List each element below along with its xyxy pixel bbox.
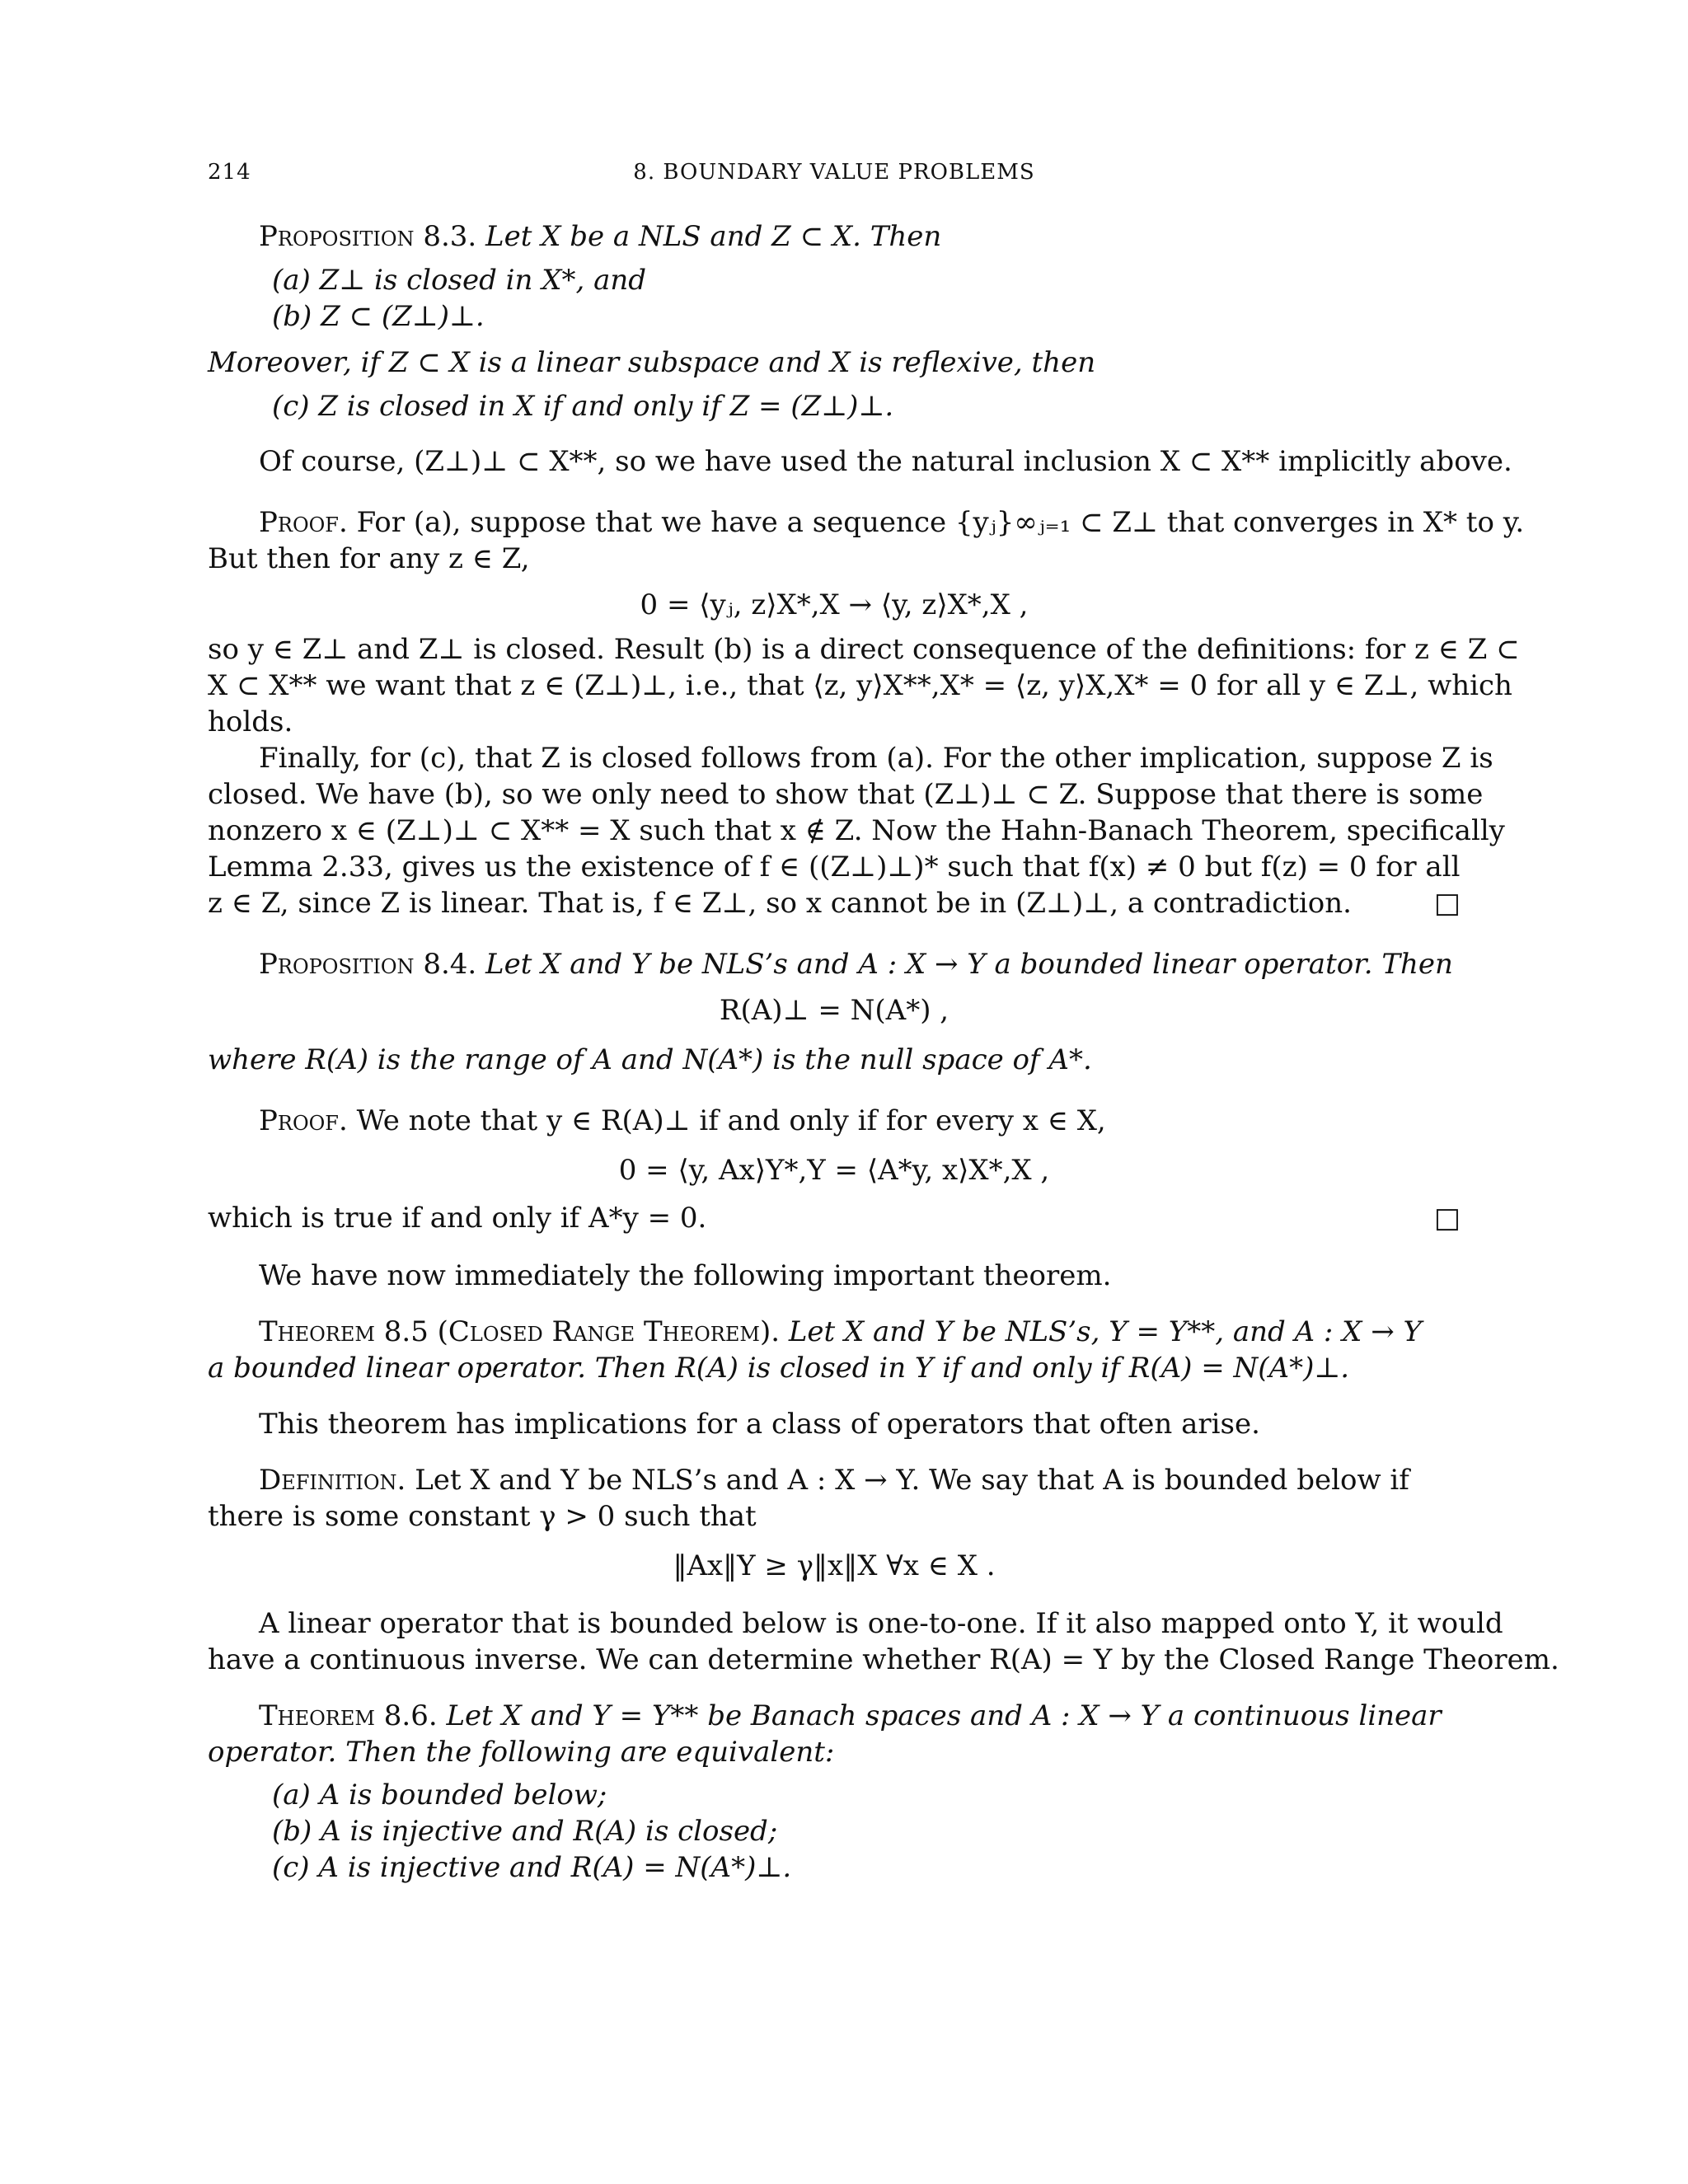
- definition-line-1: [259, 1462, 1409, 1498]
- prop-8-3-item-a: (a) Z⊥ is closed in X*, and: [272, 264, 647, 297]
- thm-8-6-item-c: (c) A is injective and R(A) = N(A*)⊥.: [272, 1851, 792, 1884]
- proof-8-3-line-1: [259, 504, 1524, 541]
- definition-line-2: there is some constant γ > 0 such that: [208, 1500, 757, 1533]
- proof-8-3-line-7: closed. We have (b), so we only need to show that (Z⊥)⊥ ⊂ Z. Suppose that there is some: [208, 778, 1484, 811]
- proof-8-4-line-1: [259, 1103, 1106, 1139]
- proof-8-3-line-10: z ∈ Z, since Z is linear. That is, f ∈ Z⊥, so x cannot be in (Z⊥)⊥, a contradiction.: [208, 887, 1352, 920]
- paragraph-line-1: A linear operator that is bounded below is one-to-one. If it also mapped onto Y, it would: [259, 1607, 1503, 1640]
- proof-8-3-line-6: Finally, for (c), that Z is closed follows from (a). For the other implication, suppose Z is: [259, 742, 1493, 775]
- definition-head: Definition.: [259, 1464, 406, 1497]
- thm-8-5-line-2: a bounded linear operator. Then R(A) is closed in Y if and only if R(A) = N(A*)⊥.: [208, 1352, 1350, 1385]
- prop-8-3-head: Proposition 8.3.: [259, 220, 477, 253]
- prop-8-4-where: where R(A) is the range of A and N(A*) is the null space of A*.: [208, 1043, 1092, 1076]
- proof-8-3-line-9: Lemma 2.33, gives us the existence of f ∈ ((Z⊥)⊥)* such that f(x) ≠ 0 but f(z) = 0 for all: [208, 851, 1461, 883]
- prop-8-3-moreover: Moreover, if Z ⊂ X is a linear subspace and X is reflexive, then: [208, 346, 1096, 379]
- thm-8-5-line-1: [259, 1314, 1422, 1350]
- definition-line-1-text: Let X and Y be NLS’s and A : X → Y. We say that A is bounded below if: [415, 1464, 1409, 1497]
- page-number: 214: [208, 160, 251, 185]
- running-head: 8. BOUNDARY VALUE PROBLEMS: [633, 160, 1035, 185]
- thm-8-5-head: Theorem 8.5 (Closed Range Theorem).: [259, 1315, 781, 1348]
- proof-8-3-line-3: so y ∈ Z⊥ and Z⊥ is closed. Result (b) is a direct consequence of the definitions: for z ∈ Z ⊂: [208, 633, 1520, 666]
- prop-8-4-equation: R(A)⊥ = N(A*) ,: [719, 994, 950, 1027]
- thm-8-6-line-2: operator. Then the following are equivalent:: [208, 1736, 835, 1769]
- prop-8-4-statement: [259, 946, 1453, 982]
- prop-8-3-item-c: (c) Z is closed in X if and only if Z = (Z⊥)⊥.: [272, 390, 894, 423]
- proof-8-3-head: Proof.: [259, 506, 348, 539]
- thm-8-5-line-1-text: Let X and Y be NLS’s, Y = Y**, and A : X → Y: [788, 1315, 1422, 1348]
- prop-8-3-item-b: (b) Z ⊂ (Z⊥)⊥.: [272, 300, 485, 333]
- remark-line: Of course, (Z⊥)⊥ ⊂ X**, so we have used the natural inclusion X ⊂ X** implicitly above.: [259, 445, 1512, 478]
- thm-8-6-item-a: (a) A is bounded below;: [272, 1779, 607, 1811]
- prop-8-4-head: Proposition 8.4.: [259, 948, 477, 981]
- definition-equation: ‖Ax‖Y ≥ γ‖x‖X ∀x ∈ X .: [673, 1549, 996, 1582]
- proof-8-4-line-2: which is true if and only if A*y = 0.: [208, 1202, 707, 1235]
- paragraph-line-2: have a continuous inverse. We can determine whether R(A) = Y by the Closed Range Theorem.: [208, 1643, 1559, 1676]
- proof-8-3-line-4: X ⊂ X** we want that z ∈ (Z⊥)⊥, i.e., that ⟨z, y⟩X**,X* = ⟨z, y⟩X,X* = 0 for all y ∈ Z⊥, which: [208, 669, 1512, 702]
- qed-symbol: □: [1433, 887, 1461, 920]
- page-header: [208, 160, 1461, 193]
- proof-8-3-line-2: But then for any z ∈ Z,: [208, 542, 530, 575]
- proof-8-3-line-1-text: For (a), suppose that we have a sequence {yⱼ}∞ⱼ₌₁ ⊂ Z⊥ that converges in X* to y.: [356, 506, 1525, 539]
- proof-8-3-equation: 0 = ⟨yⱼ, z⟩X*,X → ⟨y, z⟩X*,X ,: [640, 588, 1029, 621]
- implication-line: This theorem has implications for a class of operators that often arise.: [259, 1408, 1260, 1441]
- thm-8-6-line-1: [259, 1698, 1442, 1734]
- prop-8-3-text: Let X be a NLS and Z ⊂ X. Then: [485, 220, 942, 253]
- proof-8-4-head: Proof.: [259, 1104, 348, 1137]
- transition-line: We have now immediately the following important theorem.: [259, 1259, 1112, 1292]
- proof-8-4-line-1-text: We note that y ∈ R(A)⊥ if and only if for every x ∈ X,: [356, 1104, 1106, 1137]
- qed-symbol: □: [1433, 1202, 1461, 1235]
- thm-8-6-item-b: (b) A is injective and R(A) is closed;: [272, 1815, 778, 1848]
- proof-8-3-line-5: holds.: [208, 705, 293, 738]
- thm-8-6-head: Theorem 8.6.: [259, 1699, 438, 1732]
- prop-8-4-text: Let X and Y be NLS’s and A : X → Y a bounded linear operator. Then: [485, 948, 1453, 981]
- proof-8-3-line-8: nonzero x ∈ (Z⊥)⊥ ⊂ X** = X such that x ∉ Z. Now the Hahn-Banach Theorem, specifically: [208, 814, 1505, 847]
- prop-8-3-statement: [259, 218, 941, 255]
- proof-8-4-equation: 0 = ⟨y, Ax⟩Y*,Y = ⟨A*y, x⟩X*,X ,: [618, 1154, 1050, 1187]
- thm-8-6-line-1-text: Let X and Y = Y** be Banach spaces and A : X → Y a continuous linear: [446, 1699, 1442, 1732]
